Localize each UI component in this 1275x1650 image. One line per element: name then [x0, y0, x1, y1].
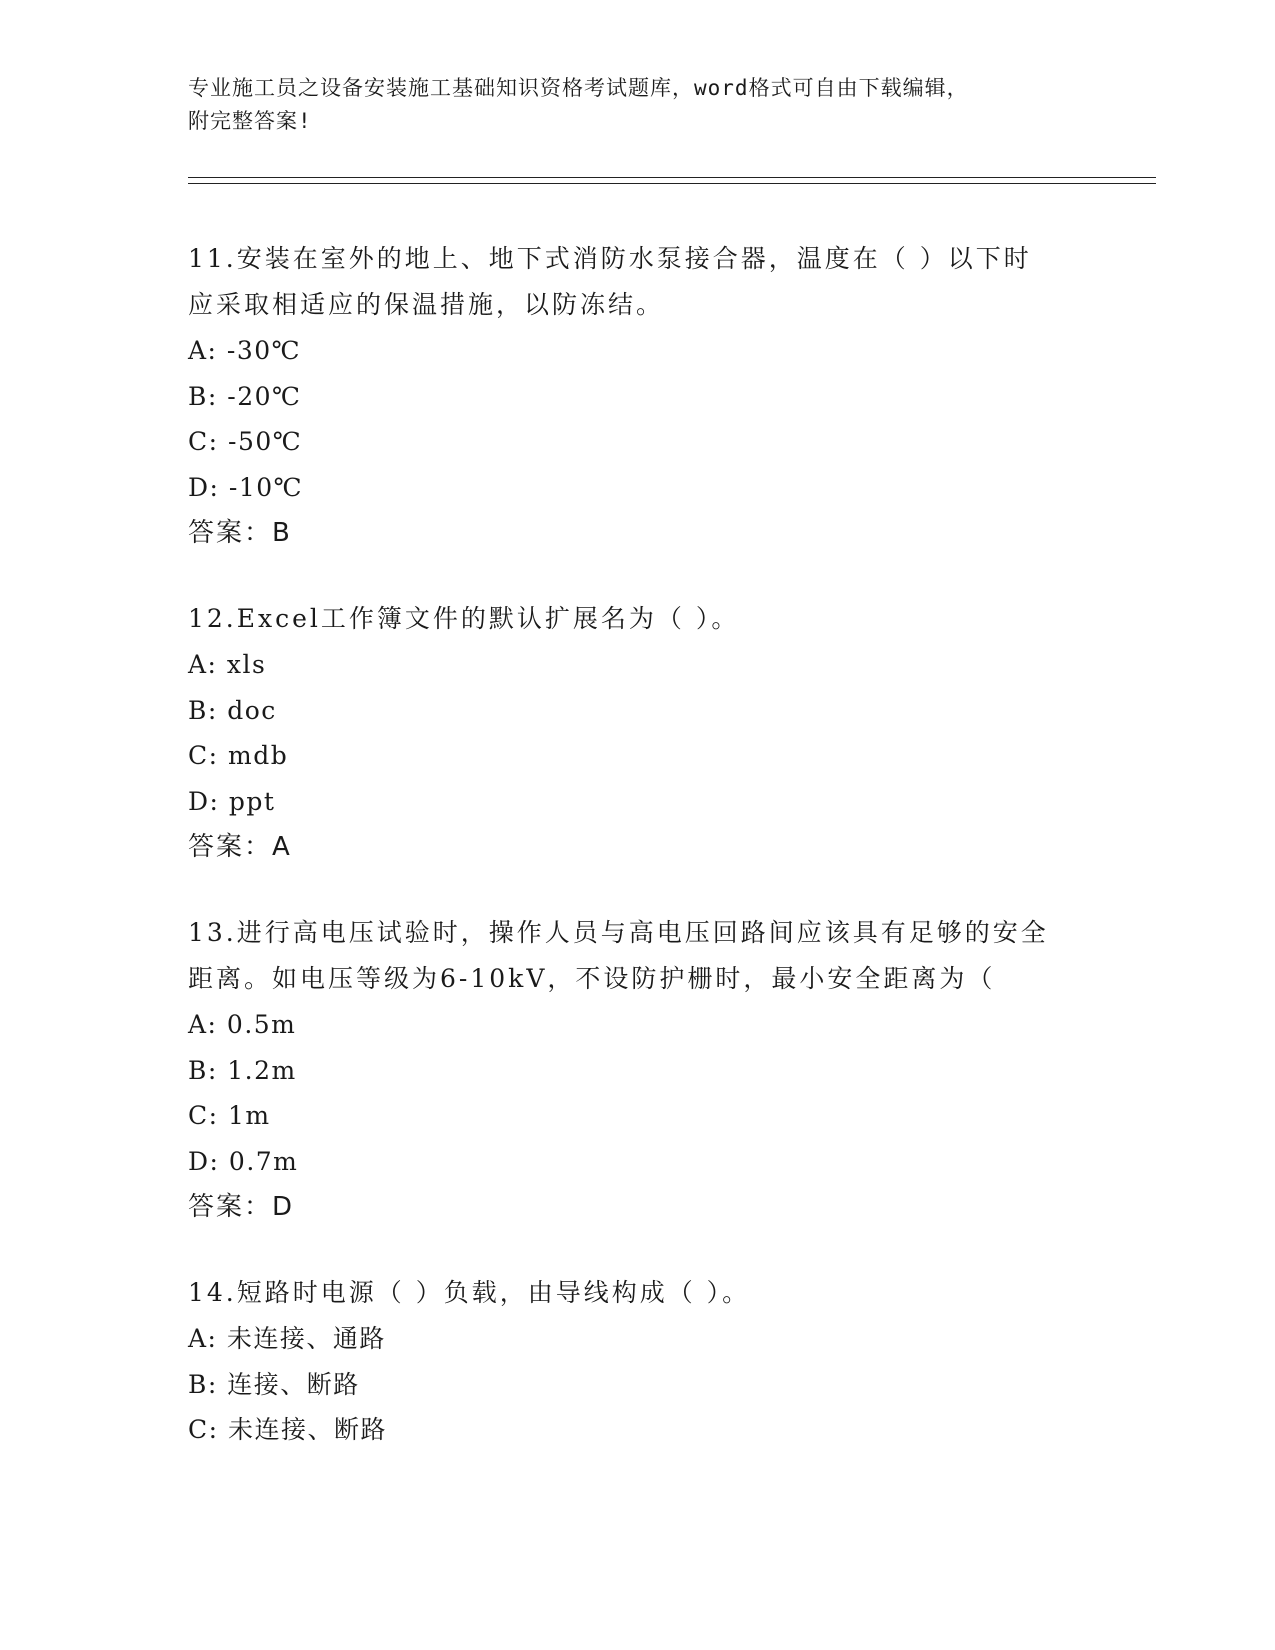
option-c: C: 1m: [188, 1101, 271, 1130]
option-b: B: 连接、断路: [188, 1369, 360, 1399]
option-d: D: ppt: [188, 786, 276, 816]
question-12: [188, 596, 1088, 870]
option-b: B: doc: [188, 695, 277, 725]
question-13: [188, 910, 1088, 1230]
option-b: B: -20℃: [188, 381, 302, 411]
option-b: B: 1.2m: [188, 1055, 297, 1085]
question-list: [188, 236, 1088, 1493]
option-a: A: 0.5m: [188, 1010, 297, 1039]
option-c: C: mdb: [188, 741, 289, 770]
question-stem-line: 12.Excel工作簿文件的默认扩展名为（ ）。: [188, 604, 740, 633]
header-divider-top: [188, 177, 1156, 178]
question-stem-line: 13.进行高电压试验时，操作人员与高电压回路间应该具有足够的安全: [188, 918, 1049, 947]
option-d: D: -10℃: [188, 472, 304, 502]
option-a: A: -30℃: [188, 336, 302, 365]
question-11: [188, 236, 1088, 556]
header-divider-bottom: [188, 183, 1156, 184]
header-line-2: 附完整答案!: [188, 109, 312, 133]
header-line-1: 专业施工员之设备安装施工基础知识资格考试题库，word格式可自由下载编辑，: [188, 76, 969, 100]
answer: 答案：B: [188, 518, 292, 548]
option-a: A: 未连接、通路: [188, 1324, 386, 1353]
question-stem-line: 应采取相适应的保温措施，以防冻结。: [188, 290, 665, 319]
option-a: A: xls: [188, 650, 267, 679]
option-c: C: 未连接、断路: [188, 1415, 387, 1444]
option-d: D: 0.7m: [188, 1146, 299, 1176]
option-c: C: -50℃: [188, 427, 303, 456]
question-stem-line: 距离。如电压等级为6-10kV，不设防护栅时，最小安全距离为（: [188, 964, 996, 993]
question-stem-line: 11.安装在室外的地上、地下式消防水泵接合器，温度在（ ）以下时: [188, 244, 1032, 273]
answer: 答案：A: [188, 832, 292, 862]
question-14: [188, 1270, 1088, 1453]
question-stem-line: 14.短路时电源（ ）负载，由导线构成（ ）。: [188, 1278, 751, 1307]
answer: 答案：D: [188, 1192, 295, 1222]
document-header: [188, 72, 1088, 138]
